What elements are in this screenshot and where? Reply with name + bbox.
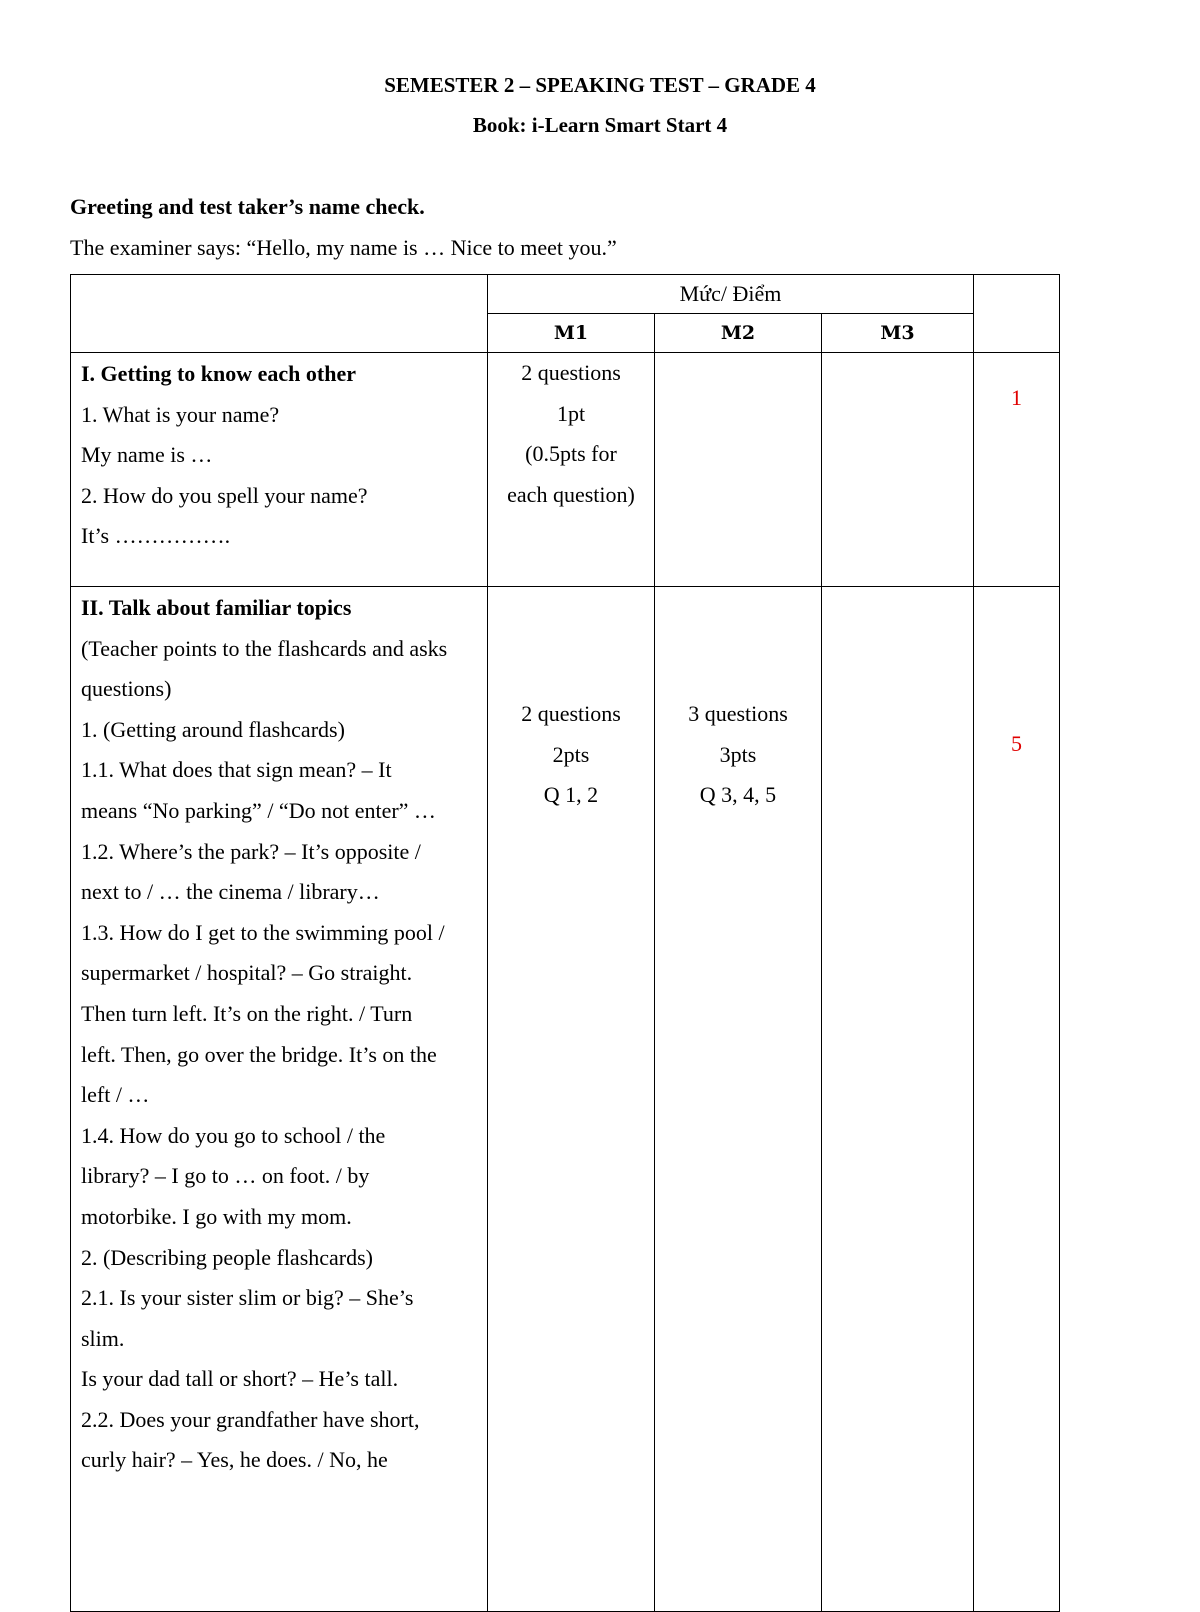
question-line: left. Then, go over the bridge. It’s on the	[81, 1041, 437, 1067]
question-line: next to / … the cinema / library…	[81, 879, 380, 905]
m3-score-cell	[822, 353, 974, 587]
question-line: means “No parking” / “Do not enter” …	[81, 797, 436, 823]
question-line: questions)	[81, 676, 172, 702]
m1-score-cell	[488, 353, 655, 587]
question-line: My name is …	[81, 442, 213, 468]
greeting-heading: Greeting and test taker’s name check.	[70, 194, 425, 219]
question-line: left / …	[81, 1082, 150, 1108]
question-line: 1.2. Where’s the park? – It’s opposite /	[81, 838, 421, 864]
score-line: 1pt	[556, 400, 586, 426]
question-line: Is your dad tall or short? – He’s tall.	[81, 1366, 399, 1392]
score-line: (0.5pts for	[525, 441, 617, 466]
question-line: Then turn left. It’s on the right. / Turn	[81, 1000, 413, 1026]
score-line: 2 questions	[521, 701, 621, 726]
question-line: slim.	[81, 1325, 125, 1351]
level-header: Mức/ Điểm	[488, 275, 974, 314]
question-line: supermarket / hospital? – Go straight.	[81, 960, 413, 986]
total-score-cell	[974, 353, 1060, 587]
question-line: 2.2. Does your grandfather have short,	[81, 1406, 420, 1432]
score-line: Q 3, 4, 5	[699, 782, 777, 807]
total-score-cell	[974, 587, 1060, 1612]
question-line: 2. (Describing people flashcards)	[81, 1244, 374, 1270]
m1-score-cell	[488, 587, 655, 1612]
m2-score-cell	[655, 353, 822, 587]
score-line: Q 1, 2	[543, 782, 599, 807]
section-title: I. Getting to know each other	[81, 361, 356, 386]
page-title: SEMESTER 2 – SPEAKING TEST – GRADE 4	[384, 73, 816, 97]
score-line: 3pts	[719, 741, 757, 767]
table-row	[71, 587, 1060, 1612]
question-line: curly hair? – Yes, he does. / No, he	[81, 1447, 388, 1473]
section-title: II. Talk about familiar topics	[81, 595, 352, 620]
question-line: 2.1. Is your sister slim or big? – She’s	[81, 1285, 414, 1311]
score-line: 2pts	[552, 741, 590, 767]
level-m3-header: M3	[822, 314, 974, 353]
question-line: 1.1. What does that sign mean? – It	[81, 757, 392, 783]
question-line: motorbike. I go with my mom.	[81, 1203, 352, 1229]
total-score: 1	[1011, 385, 1022, 410]
level-m2-header: M2	[655, 314, 822, 353]
question-line: library? – I go to … on foot. / by	[81, 1163, 370, 1189]
question-line: 2. How do you spell your name?	[81, 482, 368, 508]
table-row	[71, 353, 1060, 587]
total-score: 5	[1011, 731, 1022, 756]
question-line: 1. (Getting around flashcards)	[81, 716, 345, 742]
m3-score-cell	[822, 587, 974, 1612]
score-line: each question)	[507, 481, 635, 507]
header-total-cell	[974, 275, 1060, 353]
question-cell	[71, 353, 488, 587]
question-cell	[71, 587, 488, 1612]
scoring-table	[70, 274, 1060, 1612]
question-line: 1. What is your name?	[81, 401, 280, 427]
question-line: 1.3. How do I get to the swimming pool /	[81, 919, 445, 945]
header-blank-cell	[71, 275, 488, 353]
question-line: (Teacher points to the flashcards and asks	[81, 635, 448, 661]
score-line: 3 questions	[688, 701, 788, 726]
examiner-line: The examiner says: “Hello, my name is … Nice to meet you.”	[70, 235, 617, 260]
question-line: It’s …………….	[81, 523, 231, 549]
question-line: 1.4. How do you go to school / the	[81, 1122, 386, 1148]
level-m1-header: M1	[488, 314, 655, 353]
book-title: Book: i-Learn Smart Start 4	[472, 113, 728, 137]
score-line: 2 questions	[521, 360, 621, 385]
m2-score-cell	[655, 587, 822, 1612]
